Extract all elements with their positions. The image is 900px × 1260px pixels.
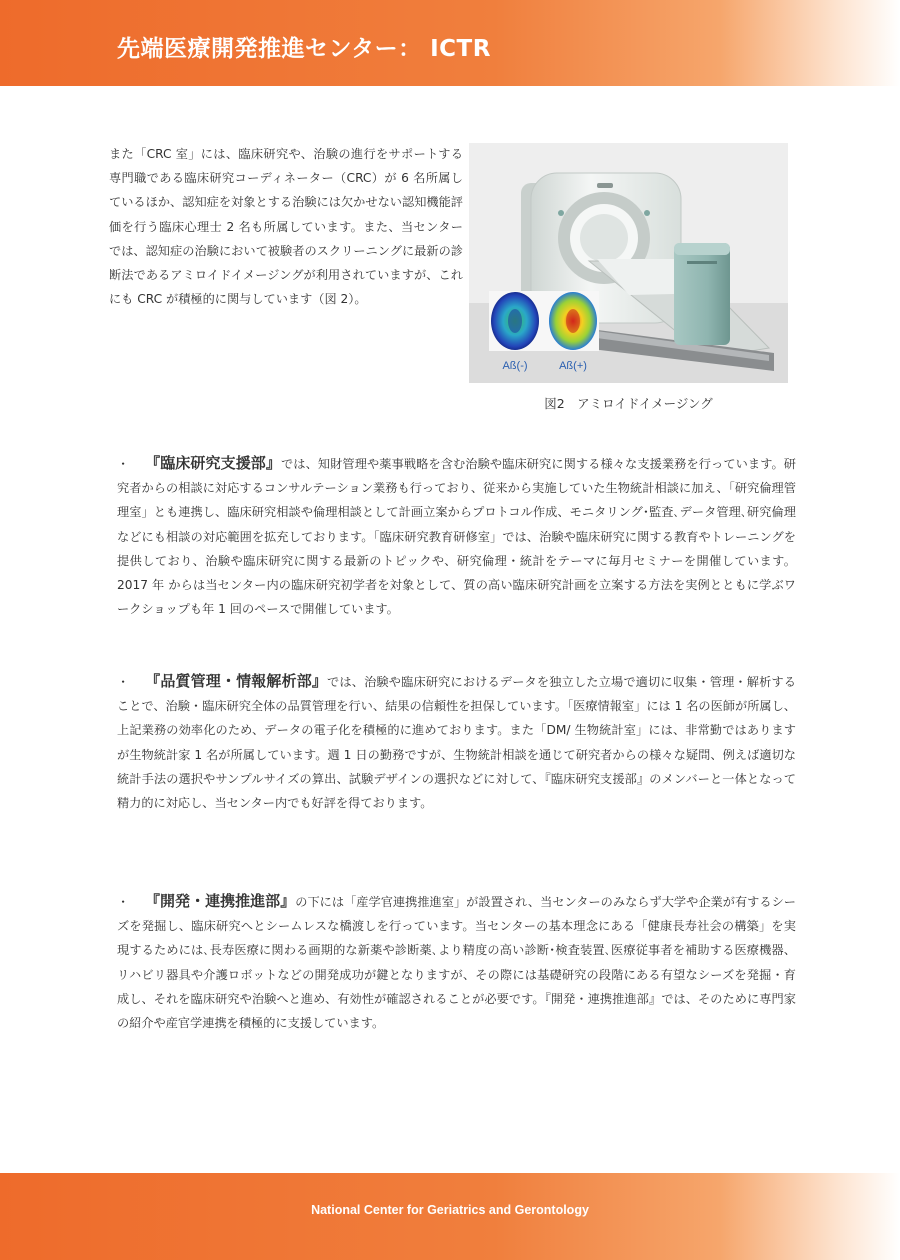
section-development-collaboration (117, 889, 796, 1035)
section-title: 『臨床研究支援部』 (145, 454, 281, 472)
page-header (0, 0, 900, 86)
bullet: ・ (117, 895, 130, 909)
section-quality-management (117, 669, 796, 815)
page-footer (0, 1173, 900, 1260)
intro-paragraph: また「CRC 室」には、臨床研究や、治験の進行をサポートする専門職である臨床研究コーディネーター（CRC）が 6 名所属しているほか、認知症を対象とする治験には欠かせない認知機能評価を行う臨床心理士 2 名も所属しています。また、当センターでは、認知症の治験において被験者のスクリーニングに最新の診断法であるアミロイドイメージングが利用されていますが、これにも CRC が積極的に関与しています（図 2）。 (109, 147, 463, 307)
footer-organization: National Center for Geriatrics and Gerontology (311, 1203, 589, 1217)
figure-caption: 図2 アミロイドイメージング (544, 396, 713, 411)
pet-scanner-illustration (469, 143, 788, 383)
section-body: の下には「産学官連携推進室」が設置され、当センターのみならず大学や企業が有するシーズを発掘し、臨床研究へとシームレスな橋渡しを行っています。当センターの基本理念にある「健康長寿社会の構築」を実現するためには､長寿医療に関わる画期的な新薬や診断薬､より精度の高い診断･検査装置､医療従事者を補助する医療機器、リハビリ器具や介護ロボットなどの開発成功が鍵となりますが、その際には基礎研究の段階にある有望なシーズを発掘・育成し、それを臨床研究や治験へと進め、有効性が確認されることが必要です。『開発・連携推進部』では、そのために専門家の紹介や産官学連携を積極的に支援しています。 (117, 895, 796, 1031)
figure-amyloid-imaging (469, 143, 788, 383)
section-body: では、治験や臨床研究におけるデータを独立した立場で適切に収集・管理・解析することで、治験・臨床研究全体の品質管理を行い、結果の信頼性を担保しています。「医療情報室」には 1 名の医師が所属し、上記業務の効率化のため、データの電子化を積極的に進めております。また「DM/ 生物統計室」には、非常勤ではありますが生物統計家 1 名が所属しています。週 1 日の勤務ですが、生物統計相談を通じて研究者からの様々な疑問、例えば適切な統計手法の選択やサンプルサイズの算出、試験デザインの選択などに対して、『臨床研究支援部』のメンバーと一体となって精力的に対応し、当センター内でも好評を得ております。 (117, 675, 796, 811)
label-abeta-negative: Aß(-) (502, 360, 528, 372)
label-abeta-positive: Aß(+) (559, 360, 587, 372)
section-body: では、知財管理や薬事戦略を含む治験や臨床研究に関する様々な支援業務を行っています。研究者からの相談に対応するコンサルテーション業務も行っており、従来から実施していた生物統計相談に加え、「研究倫理管理室」とも連携し、臨床研究相談や倫理相談として計画立案からプロトコル作成、モニタリング･監査､データ管理､研究倫理などにも相談の対応範囲を拡充しております。「臨床研究教育研修室」では、治験や臨床研究に関する教育やトレーニングを提供しており、治験や臨床研究に関する最新のトピックや、研究倫理・統計をテーマに毎月セミナーを開催しています。2017 年 からは当センター内の臨床研究初学者を対象として、質の高い臨床研究計画を立案する方法を実例とともに学ぶワークショップも年 1 回のペースで開催しています。 (117, 457, 796, 617)
section-title: 『開発・連携推進部』 (145, 892, 296, 910)
section-title: 『品質管理・情報解析部』 (145, 672, 328, 690)
section-clinical-research-support (117, 451, 796, 621)
page-title: 先端医療開発推進センター： ICTR (117, 36, 491, 62)
bullet: ・ (117, 675, 130, 689)
bullet: ・ (117, 457, 130, 471)
